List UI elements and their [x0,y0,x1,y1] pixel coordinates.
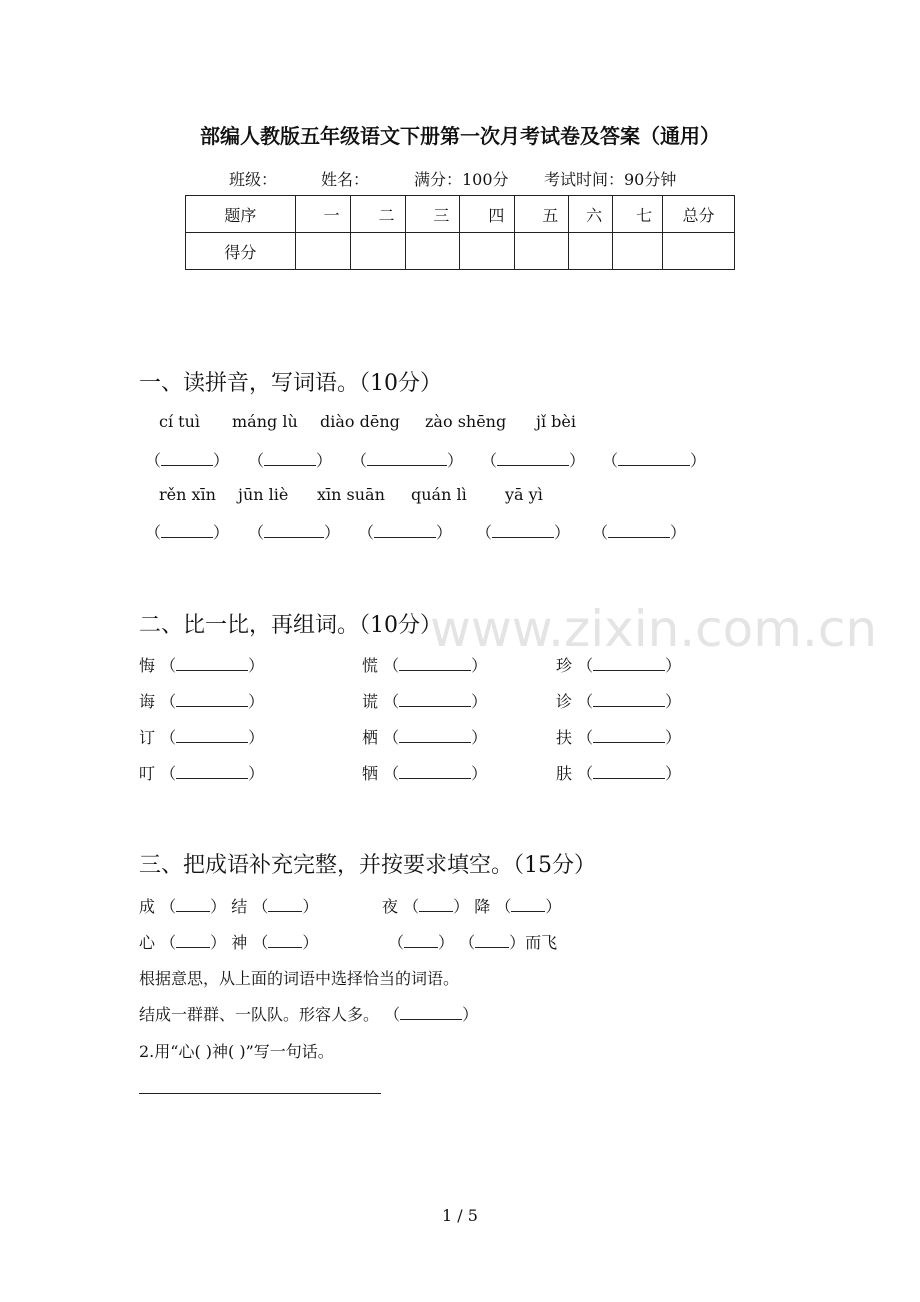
score-table-header-row [186,196,735,233]
exam-time: 考试时间：90分钟 [544,170,677,189]
instruction-text: 根据意思，从上面的词语中选择恰当的词语。 [139,969,460,988]
section3-title: 三、把成语补充完整，并按要求填空。（15分） [139,853,596,878]
table-cell: 一 [295,196,350,233]
score-table [185,195,735,270]
table-cell: 三 [405,196,460,233]
watermark: www.zixin.com.cn [430,600,878,658]
word-group-item[interactable]: 诊 （ ） [556,692,682,711]
word-group-item[interactable]: 诲 （ ） [139,692,265,711]
answer-line[interactable] [139,1093,381,1094]
score-input-cell[interactable] [569,233,613,270]
answer-blank[interactable]: （ ） [592,523,687,542]
pinyin: rěn xīn [159,485,216,504]
word-group-item[interactable]: 栖 （ ） [362,728,488,747]
word-group-item[interactable]: 牺 （ ） [362,764,488,783]
pinyin: máng lù [232,412,298,431]
idiom-fill-3[interactable]: 心 （ ） 神 （ ） [139,933,319,952]
table-cell: 六 [569,196,613,233]
pinyin: jūn liè [238,485,289,504]
pinyin: quán lì [411,485,467,504]
score-input-cell[interactable] [515,233,569,270]
word-group-item[interactable]: 扶 （ ） [556,728,682,747]
score-input-cell[interactable] [613,233,663,270]
answer-blank[interactable]: （ ） [358,523,453,542]
table-cell: 七 [613,196,663,233]
answer-blank[interactable]: （ ） [248,523,341,542]
pinyin: diào dēng [320,412,400,431]
answer-blank[interactable]: （ ） [248,451,333,470]
table-cell: 题序 [186,196,296,233]
page-title: 部编人教版五年级语文下册第一次月考试卷及答案（通用） [200,124,720,148]
pinyin: xīn suān [317,485,385,504]
pinyin: yā yì [505,485,543,504]
pinyin: jǐ bèi [536,412,576,431]
idiom-fill-4[interactable]: （ ） （ ）而飞 [388,933,558,952]
table-cell: 二 [350,196,405,233]
pinyin: cí tuì [159,412,201,431]
question-1[interactable]: 结成一群群、一队队。形容人多。 （ ） [139,1005,479,1024]
table-cell: 得分 [186,233,296,270]
class-label: 班级： [229,170,278,189]
section2-title: 二、比一比，再组词。（10分） [139,613,442,638]
answer-blank[interactable]: （ ） [351,451,464,470]
table-cell: 四 [460,196,515,233]
answer-blank[interactable]: （ ） [145,523,230,542]
word-group-item[interactable]: 订 （ ） [139,728,265,747]
answer-blank[interactable]: （ ） [476,523,571,542]
word-group-item[interactable]: 谎 （ ） [362,692,488,711]
section1-title: 一、读拼音，写词语。（10分） [139,371,442,396]
idiom-fill-1[interactable]: 成 （ ） 结 （ ） [139,897,319,916]
full-score: 满分：100分 [414,170,509,189]
idiom-fill-2[interactable]: 夜 （ ） 降 （ ） [382,897,562,916]
word-group-item[interactable]: 悔 （ ） [139,656,265,675]
question-2: 2.用“心( )神( )”写一句话。 [139,1042,334,1061]
table-cell: 总分 [663,196,735,233]
word-group-item[interactable]: 叮 （ ） [139,764,265,783]
score-table-score-row [186,233,735,270]
score-input-cell[interactable] [405,233,460,270]
answer-blank[interactable]: （ ） [481,451,586,470]
word-group-item[interactable]: 慌 （ ） [362,656,488,675]
answer-blank[interactable]: （ ） [145,451,230,470]
score-input-cell[interactable] [295,233,350,270]
pinyin: zào shēng [425,412,507,431]
score-input-cell[interactable] [460,233,515,270]
score-input-cell[interactable] [350,233,405,270]
word-group-item[interactable]: 珍 （ ） [556,656,682,675]
page-number: 1 / 5 [442,1206,478,1225]
score-input-cell[interactable] [663,233,735,270]
table-cell: 五 [515,196,569,233]
name-label: 姓名： [321,170,370,189]
answer-blank[interactable]: （ ） [602,451,707,470]
word-group-item[interactable]: 肤 （ ） [556,764,682,783]
